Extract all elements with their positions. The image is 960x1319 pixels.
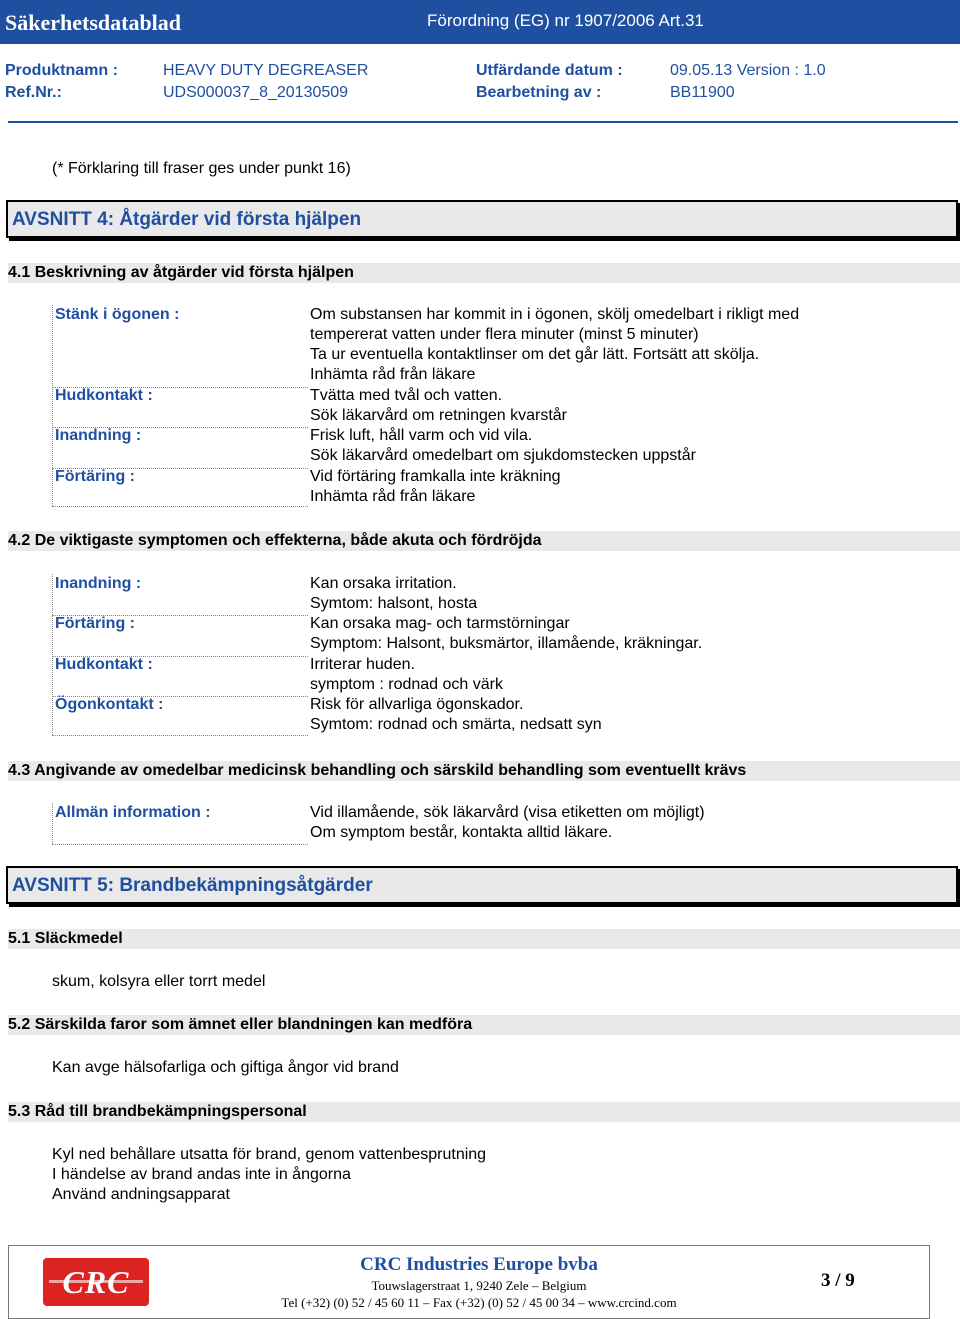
- section-4-title: AVSNITT 4: Åtgärder vid första hjälpen: [12, 209, 362, 230]
- symptom-line: Risk för allvarliga ögonskador.: [310, 696, 524, 713]
- page-number: 3 / 9: [821, 1270, 855, 1291]
- general-info-line: Om symptom består, kontakta alltid läkare.: [310, 824, 613, 841]
- label-eye-splash: Stänk i ögonen :: [52, 306, 308, 388]
- firefighter-advice: I händelse av brand andas inte in ångorna: [52, 1166, 351, 1183]
- measure-line: Om substansen har kommit in i ögonen, skölj omedelbart i rikligt med: [310, 306, 800, 323]
- symptom-line: symptom : rodnad och värk: [310, 676, 503, 693]
- measure-line: Sök läkarvård om retningen kvarstår: [310, 407, 567, 424]
- section-4-header: [6, 200, 958, 238]
- subsection-5-2-title: 5.2 Särskilda faror som ämnet eller blandningen kan medföra: [8, 1016, 473, 1033]
- measure-line: Ta ur eventuella kontaktlinser om det går lätt. Fortsätt att skölja.: [310, 346, 760, 363]
- crc-logo: CRC: [43, 1258, 149, 1306]
- measure-line: Tvätta med tvål och vatten.: [310, 387, 503, 404]
- subsection-4-2: [8, 531, 960, 551]
- label-eye-contact: Ögonkontakt :: [52, 696, 308, 736]
- product-label: Produktnamn :: [5, 62, 118, 79]
- subsection-5-1-title: 5.1 Släckmedel: [8, 930, 123, 947]
- subsection-4-3-title: 4.3 Angivande av omedelbar medicinsk behandling och särskild behandling som eventuellt krävs: [8, 762, 747, 779]
- subsection-4-2-title: 4.2 De viktigaste symptomen och effekterna, både akuta och fördröjda: [8, 532, 542, 549]
- symptom-line: Irriterar huden.: [310, 656, 415, 673]
- measure-line: tempererat vatten under flera minuter (minst 5 minuter): [310, 326, 699, 343]
- symptom-line: Symptom: Halsont, buksmärtor, illamående, kräkningar.: [310, 635, 703, 652]
- subsection-4-3: [8, 761, 960, 781]
- symptom-line: Kan orsaka mag- och tarmstörningar: [310, 615, 570, 632]
- document-header: [0, 0, 960, 44]
- label-ingestion: Förtäring :: [52, 468, 308, 507]
- firefighter-advice: Kyl ned behållare utsatta för brand, genom vattenbesprutning: [52, 1146, 487, 1163]
- page-footer: [8, 1245, 930, 1319]
- company-contact: Tel (+32) (0) 52 / 45 60 11 – Fax (+32) (0) 52 / 45 00 34 – www.crcind.com: [281, 1295, 677, 1310]
- measure-line: Sök läkarvård omedelbart om sjukdomstecken uppstår: [310, 447, 696, 464]
- label-inhalation: Inandning :: [52, 575, 308, 616]
- regulation-text: Förordning (EG) nr 1907/2006 Art.31: [427, 11, 704, 30]
- issue-date-value: 09.05.13 Version : 1.0: [670, 62, 826, 79]
- label-general-info: Allmän information :: [52, 804, 308, 845]
- label-inhalation: Inandning :: [52, 427, 308, 469]
- general-info-line: Vid illamående, sök läkarvård (visa etiketten om möjligt): [310, 804, 705, 821]
- symptom-line: Kan orsaka irritation.: [310, 575, 457, 592]
- section-5-title: AVSNITT 5: Brandbekämpningsåtgärder: [12, 875, 373, 896]
- firefighter-advice: Använd andningsapparat: [52, 1186, 230, 1203]
- label-skin-contact: Hudkontakt :: [52, 656, 308, 697]
- label-ingestion: Förtäring :: [52, 615, 308, 657]
- company-name: CRC Industries Europe bvba: [360, 1254, 598, 1275]
- subsection-5-3-title: 5.3 Råd till brandbekämpningspersonal: [8, 1103, 307, 1120]
- document-title: Säkerhetsdatablad: [5, 10, 182, 35]
- company-address: Touwslagerstraat 1, 9240 Zele – Belgium: [371, 1278, 587, 1293]
- product-value: HEAVY DUTY DEGREASER: [163, 62, 369, 79]
- edited-by-label: Bearbetning av :: [476, 84, 602, 101]
- measure-line: Vid förtäring framkalla inte kräkning: [310, 468, 561, 485]
- subsection-5-3: [8, 1102, 960, 1122]
- phrase-note: (* Förklaring till fraser ges under punkt 16): [52, 160, 351, 177]
- ref-label: Ref.Nr.:: [5, 84, 62, 101]
- special-hazards: Kan avge hälsofarliga och giftiga ångor vid brand: [52, 1059, 399, 1076]
- label-skin-contact: Hudkontakt :: [52, 387, 308, 428]
- header-divider: [8, 121, 958, 123]
- edited-by-value: BB11900: [670, 84, 735, 101]
- section-5-header: [6, 866, 958, 904]
- subsection-5-2: [8, 1015, 960, 1035]
- subsection-5-1: [8, 929, 960, 949]
- issue-date-label: Utfärdande datum :: [476, 62, 623, 79]
- subsection-4-1-title: 4.1 Beskrivning av åtgärder vid första hjälpen: [8, 264, 354, 281]
- measure-line: Frisk luft, håll varm och vid vila.: [310, 427, 533, 444]
- extinguishing-media: skum, kolsyra eller torrt medel: [52, 973, 266, 990]
- symptom-line: Symtom: rodnad och smärta, nedsatt syn: [310, 716, 602, 733]
- symptom-line: Symtom: halsont, hosta: [310, 595, 478, 612]
- measure-line: Inhämta råd från läkare: [310, 366, 476, 383]
- measure-line: Inhämta råd från läkare: [310, 488, 476, 505]
- ref-value: UDS000037_8_20130509: [163, 84, 349, 101]
- subsection-4-1: [8, 263, 960, 283]
